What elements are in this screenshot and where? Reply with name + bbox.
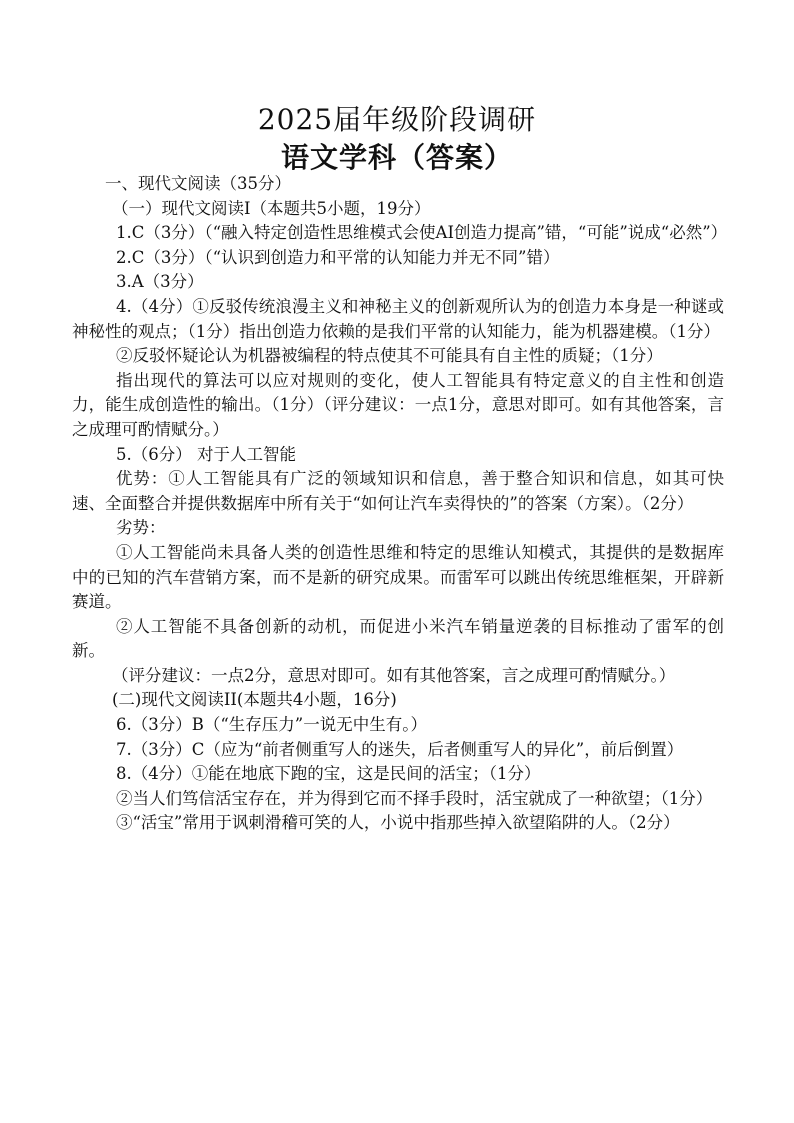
answer-q4-point1: 4.（4分）①反驳传统浪漫主义和神秘主义的创新观所认为的创造力本身是一种谜或神秘性的观点；（1分）指出创造力依赖的是我们平常的认知能力，能为机器建模。（1分） xyxy=(72,296,724,341)
part2-heading: (二)现代文阅读II(本题共4小题，16分) xyxy=(112,690,397,710)
answer-q5-disadvantage2: ②人工智能不具备创新的动机，而促进小米汽车销量逆袭的目标推动了雷军的创新。 xyxy=(72,616,724,661)
answer-q2: 2.C（3分）（“认识到创造力和平常的认知能力并无不同”错） xyxy=(116,247,560,267)
section-heading: 一、现代文阅读（35分） xyxy=(105,174,291,193)
answer-q6: 6.（3分）B（“生存压力”一说无中生有。） xyxy=(116,715,427,735)
answer-q5-disadvantage1: ①人工智能尚未具备人类的创造性思维和特定的思维认知模式，其提供的是数据库中的已知的汽车营销方案，而不是新的研究成果。而雷军可以跳出传统思维框架，开辟新赛道。 xyxy=(72,542,724,612)
answer-q7: 7.（3分）C（应为“前者侧重写人的迷失，后者侧重写人的异化”，前后倒置） xyxy=(116,739,684,759)
document-title: 2025届年级阶段调研 xyxy=(257,103,537,136)
answer-q8-point1: 8.（4分）①能在地底下跑的宝，这是民间的活宝；（1分） xyxy=(116,764,541,784)
answer-q4-point2: ②反驳怀疑论认为机器被编程的特点使其不可能具有自主性的质疑；（1分） xyxy=(116,346,663,366)
answer-q5-advantage: 优势：①人工智能具有广泛的领域知识和信息，善于整合知识和信息，如其可快速、全面整合并提供数据库中所有关于“如何让汽车卖得快的”的答案（方案）。（2分） xyxy=(72,469,724,513)
answer-q4-point3: 指出现代的算法可以应对规则的变化，使人工智能具有特定意义的自主性和创造力，能生成创造性的输出。（1分）（评分建议：一点1分，意思对即可。如有其他答案，言之成理可酌情赋分。） xyxy=(72,370,724,439)
answer-content xyxy=(72,172,728,836)
answer-q1: 1.C（3分）（“融入特定创造性思维模式会使AI创造力提高”错，“可能”说成“必然”） xyxy=(116,223,728,243)
answer-q3: 3.A（3分） xyxy=(116,272,204,292)
answer-q8-point2: ②当人们笃信活宝存在，并为得到它而不择手段时，活宝就成了一种欲望；（1分） xyxy=(116,788,713,808)
answer-q5-disadvantage-label: 劣势： xyxy=(116,518,166,538)
answer-q8-point3: ③“活宝”常用于讽刺滑稽可笑的人，小说中指那些掉入欲望陷阱的人。（2分） xyxy=(116,813,680,833)
answer-q5-intro: 5.（6分） 对于人工智能 xyxy=(116,444,296,464)
document-subtitle: 语文学科（答案） xyxy=(280,141,513,174)
part1-heading: （一）现代文阅读I（本题共5小题，19分） xyxy=(112,198,431,218)
answer-q5-scoring-note: （评分建议：一点2分，意思对即可。如有其他答案，言之成理可酌情赋分。） xyxy=(112,665,676,685)
